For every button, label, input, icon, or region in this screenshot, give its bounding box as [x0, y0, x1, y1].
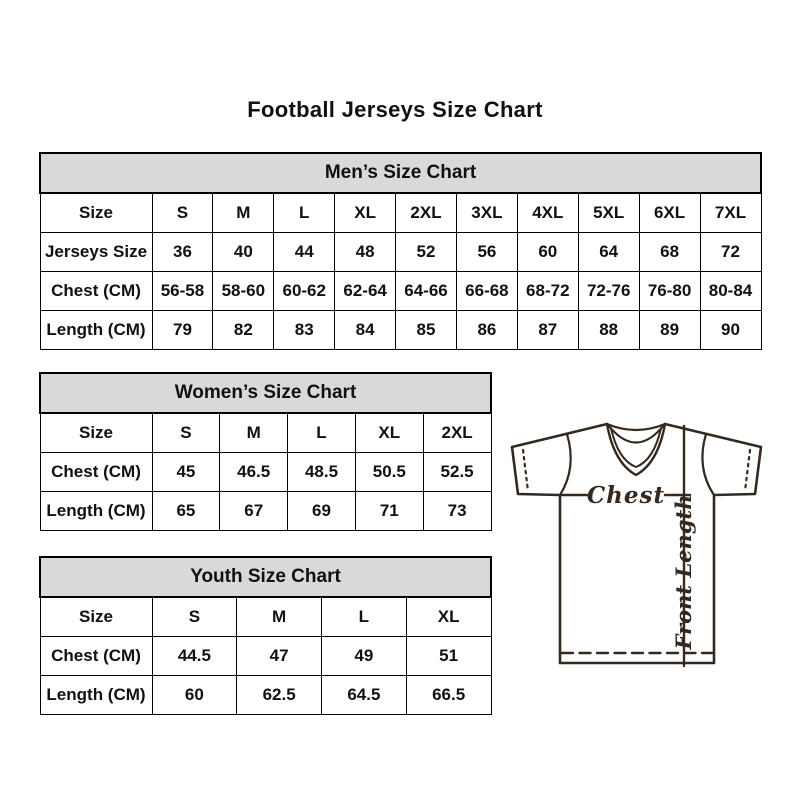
youth-size-table	[39, 556, 492, 715]
row-label: Length (CM)	[40, 492, 152, 531]
value-cell: 36	[152, 233, 213, 272]
size-cell: XL	[335, 193, 396, 233]
size-cell: XL	[355, 413, 423, 453]
mens-length-row	[40, 311, 761, 350]
chest-label: Chest	[586, 482, 666, 509]
row-label: Size	[40, 193, 152, 233]
value-cell: 69	[288, 492, 356, 531]
value-cell: 56	[456, 233, 517, 272]
value-cell: 85	[396, 311, 457, 350]
row-label: Length (CM)	[40, 676, 152, 715]
mens-size-table	[39, 152, 762, 350]
value-cell: 66-68	[456, 272, 517, 311]
value-cell: 88	[578, 311, 639, 350]
row-label: Chest (CM)	[40, 637, 152, 676]
size-cell: L	[322, 597, 407, 637]
womens-header-band-row	[40, 373, 491, 413]
value-cell: 66.5	[406, 676, 491, 715]
value-cell: 65	[152, 492, 220, 531]
youth-size-header-row	[40, 597, 491, 637]
size-cell: 5XL	[578, 193, 639, 233]
value-cell: 51	[406, 637, 491, 676]
row-label: Size	[40, 597, 152, 637]
row-label: Chest (CM)	[40, 453, 152, 492]
value-cell: 71	[355, 492, 423, 531]
size-cell: 2XL	[396, 193, 457, 233]
value-cell: 68-72	[517, 272, 578, 311]
value-cell: 46.5	[220, 453, 288, 492]
size-cell: XL	[406, 597, 491, 637]
mens-size-header-row	[40, 193, 761, 233]
value-cell: 64	[578, 233, 639, 272]
value-cell: 60	[517, 233, 578, 272]
value-cell: 56-58	[152, 272, 213, 311]
value-cell: 62.5	[237, 676, 322, 715]
value-cell: 80-84	[700, 272, 761, 311]
value-cell: 79	[152, 311, 213, 350]
value-cell: 90	[700, 311, 761, 350]
womens-length-row	[40, 492, 491, 531]
size-cell: S	[152, 193, 213, 233]
value-cell: 60	[152, 676, 237, 715]
value-cell: 87	[517, 311, 578, 350]
size-cell: S	[152, 413, 220, 453]
row-label: Jerseys Size	[40, 233, 152, 272]
value-cell: 45	[152, 453, 220, 492]
youth-chest-row	[40, 637, 491, 676]
value-cell: 44	[274, 233, 335, 272]
value-cell: 86	[456, 311, 517, 350]
left-armhole-seam	[560, 434, 571, 495]
value-cell: 48	[335, 233, 396, 272]
value-cell: 73	[423, 492, 491, 531]
womens-size-header-row	[40, 413, 491, 453]
value-cell: 62-64	[335, 272, 396, 311]
left-cuff-stitch-line	[523, 450, 528, 491]
page-title: Football Jerseys Size Chart	[247, 97, 543, 122]
value-cell: 52	[396, 233, 457, 272]
row-label: Size	[40, 413, 152, 453]
womens-chest-row	[40, 453, 491, 492]
value-cell: 60-62	[274, 272, 335, 311]
value-cell: 47	[237, 637, 322, 676]
right-armhole-seam	[702, 434, 714, 495]
value-cell: 89	[639, 311, 700, 350]
value-cell: 50.5	[355, 453, 423, 492]
value-cell: 52.5	[423, 453, 491, 492]
value-cell: 83	[274, 311, 335, 350]
value-cell: 68	[639, 233, 700, 272]
youth-length-row	[40, 676, 491, 715]
size-cell: 2XL	[423, 413, 491, 453]
size-cell: L	[274, 193, 335, 233]
size-cell: 4XL	[517, 193, 578, 233]
value-cell: 82	[213, 311, 274, 350]
value-cell: 58-60	[213, 272, 274, 311]
mens-chest-row	[40, 272, 761, 311]
mens-jerseys-size-row	[40, 233, 761, 272]
size-cell: L	[288, 413, 356, 453]
size-cell: M	[213, 193, 274, 233]
youth-header-band-row	[40, 557, 491, 597]
size-cell: 7XL	[700, 193, 761, 233]
size-cell: M	[237, 597, 322, 637]
size-cell: M	[220, 413, 288, 453]
mens-header-band-row	[40, 153, 761, 193]
value-cell: 64.5	[322, 676, 407, 715]
size-cell: 6XL	[639, 193, 700, 233]
value-cell: 49	[322, 637, 407, 676]
right-cuff-stitch-line	[745, 450, 750, 491]
value-cell: 72	[700, 233, 761, 272]
size-cell: 3XL	[456, 193, 517, 233]
value-cell: 76-80	[639, 272, 700, 311]
collar-back-line	[607, 424, 665, 430]
womens-table-title: Women’s Size Chart	[40, 373, 491, 413]
value-cell: 67	[220, 492, 288, 531]
jersey-measurement-diagram	[498, 408, 776, 672]
value-cell: 40	[213, 233, 274, 272]
row-label: Chest (CM)	[40, 272, 152, 311]
collar-v-inner	[611, 428, 661, 467]
youth-table-title: Youth Size Chart	[40, 557, 491, 597]
value-cell: 44.5	[152, 637, 237, 676]
front-length-label: Front Length	[671, 494, 696, 650]
mens-table-title: Men’s Size Chart	[40, 153, 761, 193]
womens-size-table	[39, 372, 492, 531]
jersey-outline	[512, 424, 761, 663]
size-cell: S	[152, 597, 237, 637]
row-label: Length (CM)	[40, 311, 152, 350]
value-cell: 64-66	[396, 272, 457, 311]
value-cell: 72-76	[578, 272, 639, 311]
value-cell: 84	[335, 311, 396, 350]
value-cell: 48.5	[288, 453, 356, 492]
